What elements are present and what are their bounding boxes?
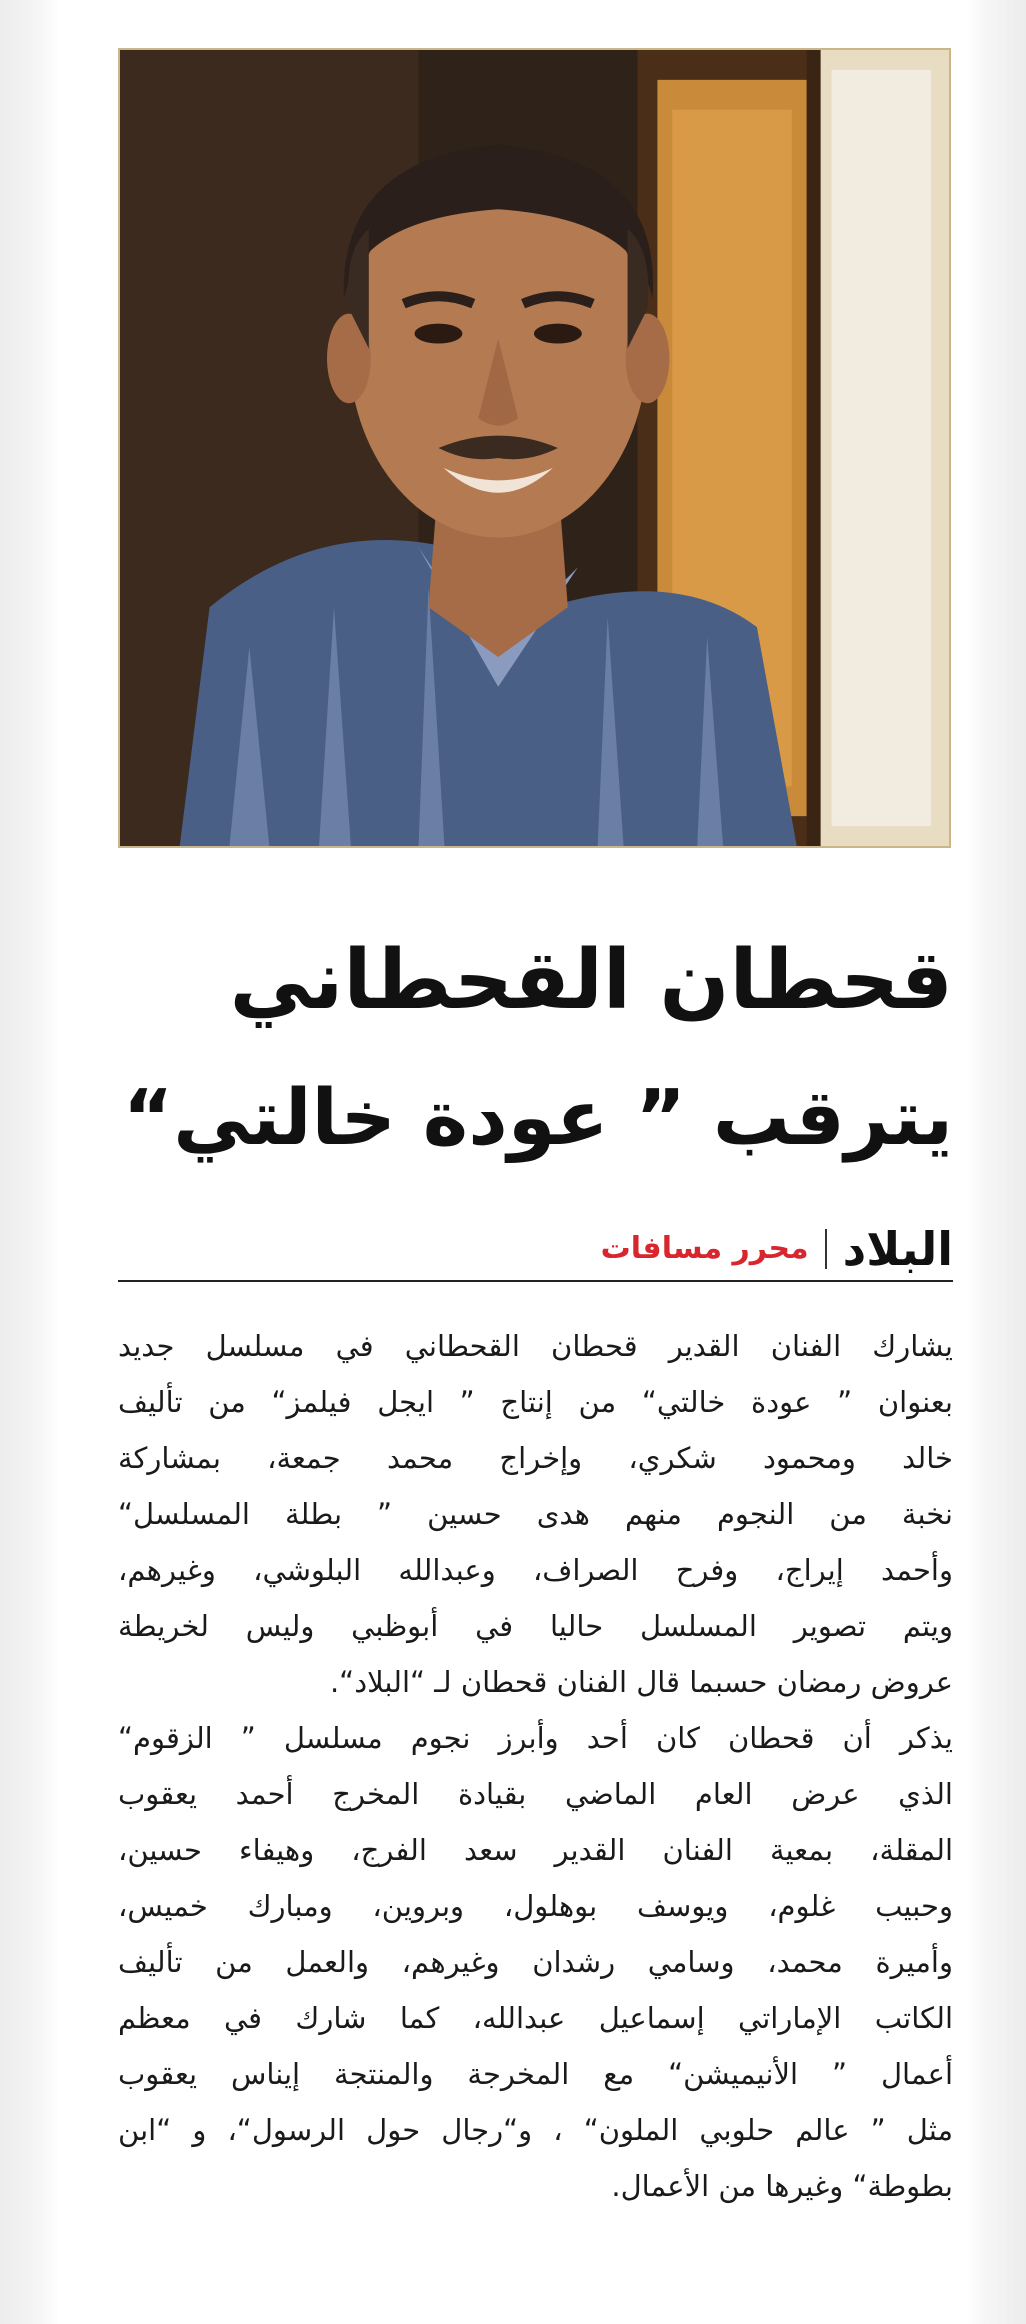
body-line: وأميرة محمد، وسامي رشدان وغيرهم، والعمل من تأليف: [118, 1945, 953, 1979]
article-photo: [118, 48, 951, 848]
body-line: مثل ” عالم حلوبي الملون“ ، و“رجال حول الرسول“، و “ابن: [118, 2113, 953, 2147]
body-line: وحبيب غلوم، ويوسف بوهلول، وبروين، ومبارك خميس،: [118, 1889, 953, 1923]
author-name: محرر مسافات: [600, 1231, 809, 1266]
headline-line-1: قحطان القحطاني: [229, 933, 953, 1028]
body-line: وأحمد إيراج، وفرح الصراف، وعبدالله البلوشي، وغيرهم،: [118, 1553, 953, 1587]
body-line: يشارك الفنان القدير قحطان القحطاني في مسلسل جديد: [118, 1329, 953, 1363]
body-line: المقلة، بمعية الفنان القدير سعد الفرج، وهيفاء حسين،: [118, 1833, 953, 1867]
body-line: ويتم تصوير المسلسل حاليا في أبوظبي وليس لخريطة: [118, 1609, 953, 1643]
newspaper-logo: البلاد: [842, 1222, 953, 1276]
headline-line-2: يترقب ” عودة خالتي“: [122, 1074, 953, 1163]
body-line: بطوطة“ وغيرها من الأعمال.: [611, 2169, 953, 2203]
body-line: نخبة من النجوم منهم هدى حسين ” بطلة المسلسل“: [118, 1497, 953, 1531]
byline: [118, 1218, 953, 1282]
body-line: أعمال ” الأنيميشن“ مع المخرجة والمنتجة إيناس يعقوب: [118, 2057, 953, 2091]
body-line: يذكر أن قحطان كان أحد وأبرز نجوم مسلسل ” الزقوم“: [118, 1721, 953, 1755]
body-line: عروض رمضان حسبما قال الفنان قحطان لـ “البلاد“.: [329, 1665, 953, 1699]
article-body: [118, 1318, 953, 2214]
body-line: خالد ومحمود شكري، وإخراج محمد جمعة، بمشاركة: [118, 1441, 953, 1475]
byline-separator: [825, 1229, 827, 1269]
body-line: الذي عرض العام الماضي بقيادة المخرج أحمد يعقوب: [118, 1777, 953, 1811]
body-line: الكاتب الإماراتي إسماعيل عبدالله، كما شارك في معظم: [118, 2001, 953, 2035]
portrait-photo-icon: [120, 50, 949, 846]
body-line: بعنوان ” عودة خالتي“ من إنتاج ” ايجل فيلمز“ من تأليف: [118, 1385, 953, 1419]
